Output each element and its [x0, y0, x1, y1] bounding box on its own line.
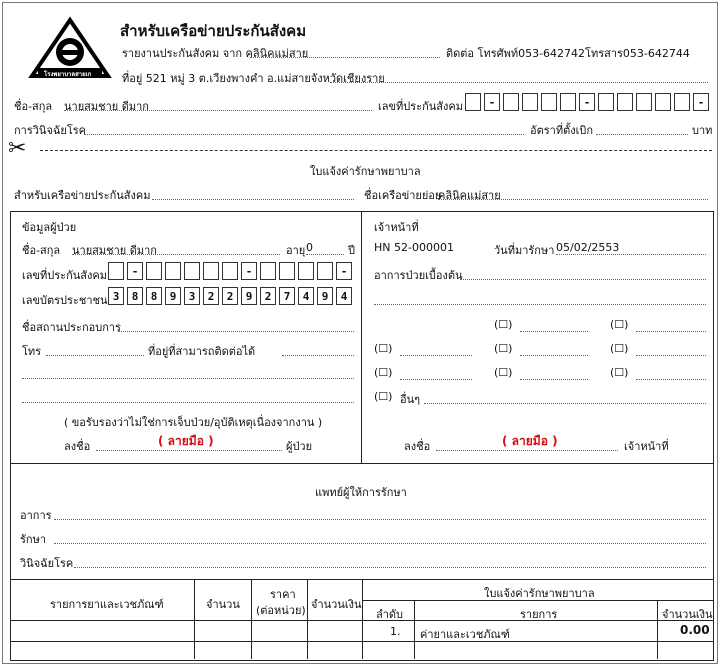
notice-title: ใบแจ้งค่ารักษาพยาบาล: [310, 165, 421, 178]
col-amount-header: จำนวนเงิน: [311, 598, 362, 611]
visit-date-value: 05/02/2553: [556, 241, 620, 254]
workplace-label: ชื่อสถานประกอบการ: [22, 321, 121, 334]
symptom-checkbox[interactable]: (☐): [494, 342, 513, 355]
id-digit: 9: [317, 287, 333, 305]
logo-text: โรงพยาบาลสายเก: [44, 71, 92, 78]
diagnosis-label: การวินิจฉัยโรค: [14, 124, 86, 137]
phone-label: โทร: [22, 345, 42, 358]
baht-label: บาท: [692, 124, 713, 137]
id-digit: 4: [336, 287, 352, 305]
id-card-boxes: [108, 287, 358, 307]
id-card-label: เลขบัตรประชาชน: [22, 294, 108, 307]
id-digit: 4: [298, 287, 314, 305]
ss-digit: [317, 262, 333, 280]
id-digit: 3: [184, 287, 200, 305]
scissors-icon: ✂: [8, 136, 27, 161]
doctor-diagnosis-label: วินิจฉัยโรค: [20, 557, 74, 570]
col-items-header: รายการยาและเวชภัณฑ์: [50, 598, 164, 611]
patient-role: ผู้ป่วย: [286, 440, 313, 453]
id-digit: 2: [222, 287, 238, 305]
ss-digit: [541, 93, 557, 111]
id-digit: 2: [203, 287, 219, 305]
table-row-no: 1.: [390, 625, 401, 638]
patient-signature: ( ลายมือ ): [158, 434, 214, 448]
ss-digit: [108, 262, 124, 280]
id-digit: 2: [260, 287, 276, 305]
year-label: ปี: [348, 244, 355, 257]
sub-network-label: ชื่อเครือข่ายย่อย: [364, 189, 442, 202]
symptom-checkbox[interactable]: (☐): [374, 342, 393, 355]
officer-section-title: เจ้าหน้าที่: [374, 221, 419, 234]
ss-digit: [260, 262, 276, 280]
symptom-checkbox[interactable]: (☐): [610, 318, 629, 331]
name-value: นายสมชาย ดีมาก: [64, 100, 149, 113]
ss-digit: -: [579, 93, 595, 111]
certify-text: ( ขอรับรองว่าไม่ใช่การเจ็บป่วย/อุบัติเหตุเนื่องจากงาน ): [64, 416, 323, 429]
ss-digit: -: [127, 262, 143, 280]
symptom-checkbox[interactable]: (☐): [494, 318, 513, 331]
officer-role: เจ้าหน้าที่: [624, 440, 669, 453]
ss-digit: [617, 93, 633, 111]
sub-network-value: คลินิคแม่สาย: [438, 189, 501, 202]
ss-digit: [146, 262, 162, 280]
ss-digit: -: [693, 93, 709, 111]
ss-digit: [636, 93, 652, 111]
id-digit: 8: [127, 287, 143, 305]
ss-digit: [165, 262, 181, 280]
ss-digit: -: [336, 262, 352, 280]
ss-digit: [674, 93, 690, 111]
id-digit: 9: [241, 287, 257, 305]
patient-name-value: นายสมชาย ดีมาก: [72, 244, 157, 257]
ss-digit: [184, 262, 200, 280]
ss-label-top: เลขที่ประกันสังคม: [378, 100, 463, 113]
table-row-amount: 0.00: [680, 623, 710, 637]
cut-line: [40, 150, 712, 151]
hn-value: HN 52-000001: [374, 241, 454, 254]
doctor-section-title: แพทย์ผู้ให้การรักษา: [315, 486, 407, 499]
col-no-header: ลำดับ: [376, 608, 404, 621]
ss-digit: -: [484, 93, 500, 111]
form-title: สำหรับเครือข่ายประกันสังคม: [120, 22, 307, 40]
ss-digit: [503, 93, 519, 111]
table-row-item: ค่ายาและเวชภัณฑ์: [420, 628, 510, 641]
doctor-treat-label: รักษา: [20, 533, 46, 546]
id-digit: 8: [146, 287, 162, 305]
age-label: อายุ: [286, 244, 306, 257]
ss-digit: [298, 262, 314, 280]
ss-digit: [203, 262, 219, 280]
officer-signature: ( ลายมือ ): [502, 434, 558, 448]
network-label: สำหรับเครือข่ายประกันสังคม: [14, 189, 151, 202]
visit-date-label: วันที่มารักษา: [494, 244, 555, 257]
id-digit: 3: [108, 287, 124, 305]
address: ที่อยู่ 521 หมู่ 3 ต.เวียงพางคำ อ.แม่สายจังหวัดเชียงราย: [122, 72, 385, 85]
ss-digit: [655, 93, 671, 111]
symptom-checkbox[interactable]: (☐): [610, 342, 629, 355]
id-digit: 7: [279, 287, 295, 305]
ss-digit: [279, 262, 295, 280]
patient-ss-boxes: [108, 262, 358, 282]
initial-symptom-label: อาการป่วยเบื้องต้น: [374, 269, 463, 282]
ss-digit: [598, 93, 614, 111]
col-money-header: จำนวนเงิน: [662, 608, 713, 621]
symptom-checkbox[interactable]: (☐): [610, 366, 629, 379]
bill-title: ใบแจ้งค่ารักษาพยาบาล: [484, 587, 595, 600]
patient-name-label: ชื่อ-สกุล: [22, 244, 61, 257]
rate-label: อัตราที่ตั้งเบิก: [530, 124, 594, 137]
patient-sign-label: ลงชื่อ: [64, 440, 91, 453]
ss-digit: -: [241, 262, 257, 280]
col-price-unit-header: (ต่อหน่วย): [256, 604, 306, 617]
col-list-header: รายการ: [520, 608, 558, 621]
ss-digit: [222, 262, 238, 280]
doctor-symptom-label: อาการ: [20, 509, 52, 522]
other-label: อื่นๆ: [400, 393, 421, 406]
ss-boxes-top: [465, 93, 715, 113]
col-price-header: ราคา: [270, 588, 296, 601]
ss-digit: [465, 93, 481, 111]
patient-ss-label: เลขที่ประกันสังคม: [22, 269, 107, 282]
report-from: รายงานประกันสังคม จาก คลินิคแม่สาย: [122, 47, 309, 60]
name-label: ชื่อ-สกุล: [14, 100, 53, 113]
other-checkbox[interactable]: (☐): [374, 390, 393, 403]
contact-address-label: ที่อยู่ที่สามารถติดต่อได้: [148, 345, 256, 358]
symptom-checkbox[interactable]: (☐): [494, 366, 513, 379]
col-qty-header: จำนวน: [206, 598, 240, 611]
contact-info: ติดต่อ โทรศัพท์053-642742โทรสาร053-642744: [446, 47, 690, 60]
ss-digit: [560, 93, 576, 111]
id-digit: 9: [165, 287, 181, 305]
patient-section-title: ข้อมูลผู้ป่วย: [22, 221, 77, 234]
officer-sign-label: ลงชื่อ: [404, 440, 431, 453]
symptom-checkbox[interactable]: (☐): [374, 366, 393, 379]
age-value: 0: [306, 241, 313, 254]
ss-digit: [522, 93, 538, 111]
